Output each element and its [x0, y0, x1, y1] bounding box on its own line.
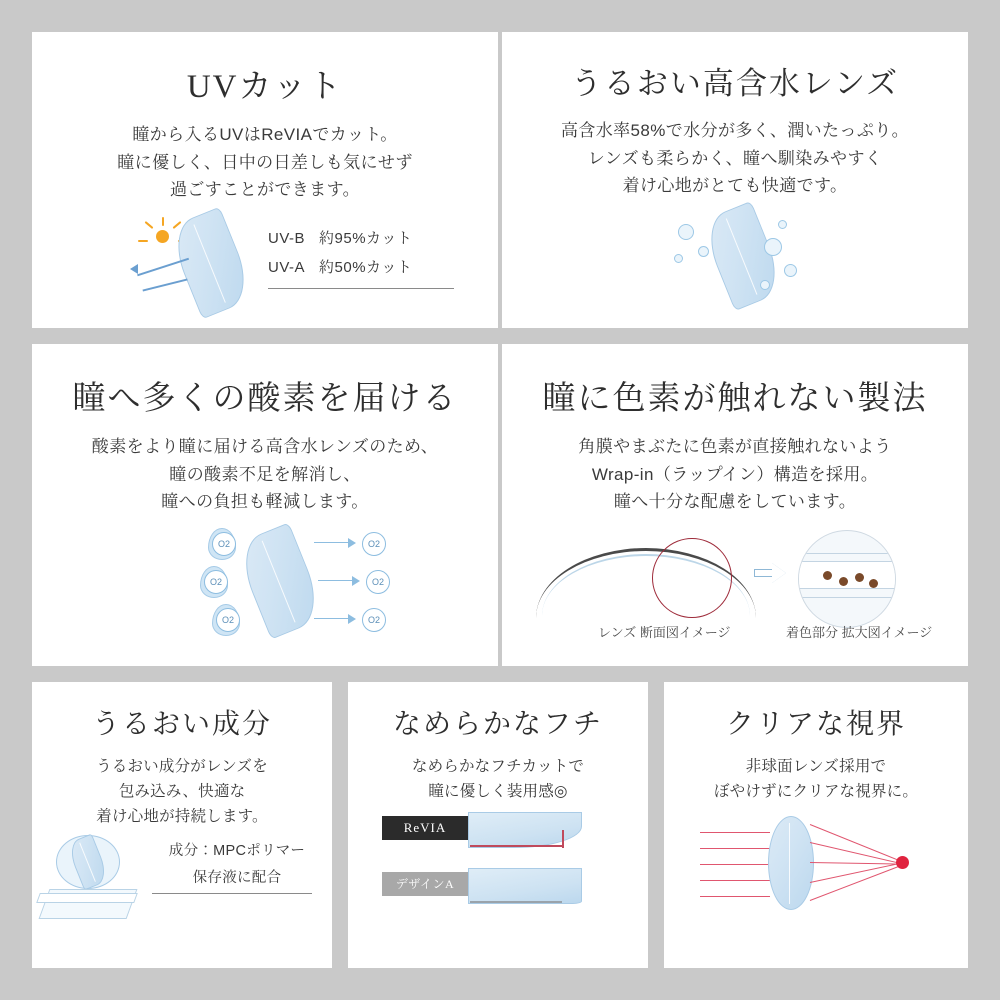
water-bubble-icon — [784, 264, 797, 277]
focal-point-icon — [896, 856, 909, 869]
arrow-right-icon — [754, 564, 788, 582]
pigment-dot-icon — [839, 577, 848, 586]
light-ray-icon — [810, 824, 901, 862]
sun-ray-icon — [173, 221, 182, 229]
card-water-figure — [502, 202, 968, 314]
arrow-head-icon — [130, 264, 138, 274]
figure-caption-right — [786, 624, 933, 643]
pigment-dot-icon — [869, 579, 878, 588]
water-bubble-icon — [698, 246, 709, 257]
card-uv-body-line-3: 過ごすことができます。 — [169, 180, 361, 200]
card-clear-body-line-2: ぼやけずにクリアな視界に。 — [713, 783, 919, 801]
card-clear-body-line-1: 非球面レンズ採用で — [745, 758, 887, 775]
card-water-body — [502, 117, 968, 200]
card-water-body-line-3: 着け心地がとても快適です。 — [622, 176, 848, 196]
edge-accent-line — [470, 901, 562, 903]
light-ray-icon — [700, 880, 770, 881]
uv-a-value: 約50%カット — [319, 258, 413, 276]
lens-icon — [699, 201, 787, 311]
card-edge-figure — [348, 808, 648, 924]
aspheric-lens-icon — [768, 816, 814, 910]
badge-revia: ReVIA — [382, 816, 468, 840]
pigment-dot-icon — [855, 573, 864, 582]
moisture-spec-row: 保存液に配合 — [192, 870, 282, 887]
card-water-title: うるおい高含水レンズ — [570, 66, 900, 101]
card-clear-body — [664, 754, 968, 804]
card-oxygen-figure — [32, 522, 498, 642]
oxygen-molecule-icon: O2 — [204, 570, 228, 594]
water-bubble-icon — [674, 254, 683, 263]
sun-ray-icon — [145, 221, 154, 229]
card-edge-title: なめらかなフチ — [392, 709, 603, 740]
card-water-body-line-2: レンズも柔らかく、瞳へ馴染みやすく — [587, 148, 883, 168]
card-smooth-edge — [348, 682, 648, 968]
uv-a-label: UV-A — [268, 258, 306, 276]
figure-caption-right-line-1: 着色部分 — [786, 624, 839, 640]
moisture-spec-row: 成分：MPCポリマー — [168, 843, 306, 860]
arrow-icon — [143, 278, 188, 291]
card-uv-body — [32, 121, 498, 204]
card-wrapin-body-line-2: Wrap-in（ラップイン）構造を採用。 — [591, 464, 879, 484]
card-wrap-in-structure — [502, 344, 968, 666]
arrow-head-icon — [348, 538, 356, 548]
card-wrapin-title: 瞳に色素が触れない製法 — [542, 381, 928, 417]
card-uv-title: UVカット — [186, 69, 344, 105]
figure-caption-right-line-2: 拡大図イメージ — [841, 624, 933, 640]
light-ray-icon — [700, 832, 770, 833]
card-uv-body-line-2: 瞳に優しく、日中の日差しも気にせず — [117, 152, 413, 172]
card-moisture-body-line-2: 包み込み、快適な — [118, 783, 246, 801]
card-oxygen-body-line-2: 瞳の酸素不足を解消し、 — [169, 464, 361, 484]
moisture-spec-list — [152, 837, 322, 891]
water-bubble-icon — [678, 224, 694, 240]
card-water-body-line-1: 高含水率58%で水分が多く、潤いたっぷり。 — [560, 121, 910, 140]
card-wrapin-body — [502, 433, 968, 516]
lens-icon — [233, 522, 327, 639]
oxygen-molecule-icon: O2 — [216, 608, 240, 632]
water-bubble-icon — [760, 280, 770, 290]
card-clear-figure — [664, 808, 968, 918]
sun-icon — [156, 230, 169, 243]
card-oxygen-title: 瞳へ多くの酸素を届ける — [72, 381, 458, 417]
oxygen-molecule-icon: O2 — [362, 608, 386, 632]
pigment-dot-icon — [823, 571, 832, 580]
card-moisture-ingredient — [32, 682, 332, 968]
uv-b-label: UV-B — [268, 229, 306, 247]
card-high-water-lens — [502, 32, 968, 328]
figure-caption-left-line-1: レンズ — [598, 624, 637, 640]
arrow-icon — [318, 580, 354, 581]
magnified-pigment-icon — [798, 530, 896, 628]
uv-spec-row — [268, 224, 468, 253]
sun-ray-icon — [138, 240, 148, 242]
card-moisture-body — [32, 754, 332, 829]
uv-spec-row — [268, 253, 468, 282]
smooth-edge-icon — [468, 812, 582, 848]
divider — [268, 288, 454, 289]
arrow-head-icon — [352, 576, 360, 586]
water-bubble-icon — [778, 220, 787, 229]
sun-ray-icon — [162, 217, 164, 226]
blunt-edge-icon — [468, 868, 582, 904]
edge-accent-line — [470, 845, 562, 847]
arrow-head-icon — [348, 614, 356, 624]
uv-spec-list — [268, 224, 468, 282]
edge-accent-line — [562, 830, 564, 848]
card-moisture-figure — [32, 831, 332, 935]
divider — [152, 893, 312, 894]
card-oxygen-body — [32, 433, 498, 516]
light-ray-icon — [700, 896, 770, 897]
oxygen-molecule-icon: O2 — [212, 532, 236, 556]
water-bubble-icon — [764, 238, 782, 256]
card-oxygen-body-line-1: 酸素をより瞳に届ける高含水レンズのため、 — [91, 437, 439, 456]
card-moisture-body-line-1: うるおい成分がレンズを — [96, 758, 268, 775]
arrow-icon — [314, 618, 350, 619]
oxygen-molecule-icon: O2 — [362, 532, 386, 556]
card-wrapin-body-line-1: 角膜やまぶたに色素が直接触れないよう — [578, 437, 892, 456]
figure-caption-left-line-2: 断面図イメージ — [639, 624, 731, 640]
arrow-icon — [314, 542, 350, 543]
card-moisture-title: うるおい成分 — [91, 709, 272, 740]
card-oxygen-delivery — [32, 344, 498, 666]
blister-case-lid-icon — [36, 893, 138, 903]
card-clear-title: クリアな視界 — [725, 709, 906, 740]
figure-caption-left — [598, 624, 731, 643]
card-uv-body-line-1: 瞳から入るUVはReVIAでカット。 — [132, 125, 398, 144]
badge-design-a: デザインA — [382, 872, 468, 896]
card-oxygen-body-line-3: 瞳への負担も軽減します。 — [161, 492, 369, 512]
light-ray-icon — [810, 865, 902, 901]
light-ray-icon — [810, 863, 900, 883]
card-wrapin-figure — [502, 520, 968, 660]
oxygen-molecule-icon: O2 — [366, 570, 390, 594]
card-uv-cut — [32, 32, 498, 328]
light-ray-icon — [700, 864, 770, 865]
card-edge-body-line-2: 瞳に優しく装用感◎ — [428, 783, 568, 801]
card-edge-body-line-1: なめらかなフチカットで — [411, 758, 585, 775]
card-moisture-body-line-3: 着け心地が持続します。 — [96, 808, 268, 826]
light-ray-icon — [810, 842, 900, 864]
card-edge-body — [348, 754, 648, 804]
card-uv-figure — [32, 210, 498, 320]
card-clear-vision — [664, 682, 968, 968]
highlight-circle-icon — [652, 538, 732, 618]
light-ray-icon — [700, 848, 770, 849]
card-wrapin-body-line-3: 瞳へ十分な配慮をしています。 — [613, 492, 857, 512]
uv-b-value: 約95%カット — [319, 229, 413, 247]
